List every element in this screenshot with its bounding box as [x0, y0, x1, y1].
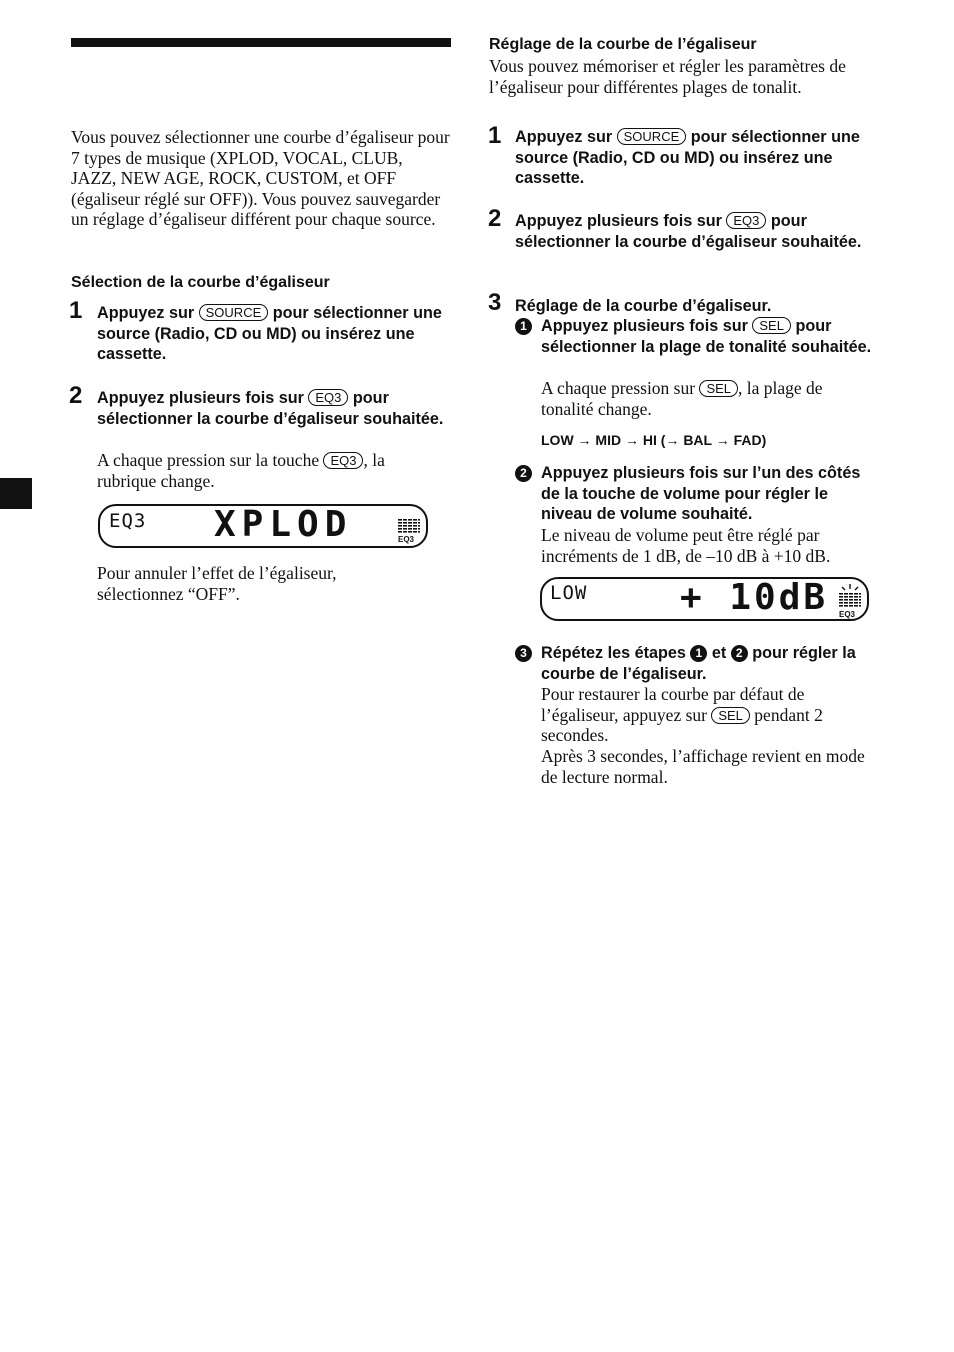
eq3-key: EQ3 [323, 452, 363, 469]
eq-level-icon [838, 584, 862, 610]
left-step1-number: 1 [69, 297, 83, 324]
eq3-key: EQ3 [308, 389, 348, 406]
left-step2-note-post: , la rubrique change. [97, 450, 385, 491]
left-step2-number: 2 [69, 382, 83, 409]
right-step1-pre: Appuyez sur [515, 128, 617, 146]
left-step2-pre: Appuyez plusieurs fois sur [97, 389, 309, 407]
circled-number-1: 1 [515, 318, 532, 335]
right-step3-number: 3 [488, 289, 502, 316]
eq3-key: EQ3 [726, 212, 766, 229]
sub3-mid: et [707, 644, 731, 662]
right-step2-text [515, 211, 865, 252]
sel-key: SEL [752, 317, 791, 334]
sub3-post: pour régler la courbe de l’égaliseur. [541, 644, 856, 683]
right-step2-post: pour sélectionner la courbe d’égaliseur souhaitée. [515, 212, 862, 251]
sub3-pre: Répétez les étapes [541, 644, 691, 662]
left-step1-text [97, 303, 457, 365]
sub3-note1-pre: Pour restaurer la courbe par défaut de l’égaliseur, appuyez sur [541, 684, 805, 725]
right-intro: Vous pouvez mémoriser et régler les paramètres de l’égaliseur pour différentes plages de tonalit. [489, 56, 846, 97]
lcd-eq-tag: EQ3 [398, 535, 415, 544]
left-step1-pre: Appuyez sur [97, 304, 199, 322]
left-section-title: Sélection de la courbe d’égaliseur [71, 274, 330, 291]
right-step1-number: 1 [488, 122, 502, 149]
left-step2-text [97, 388, 447, 429]
sub3-note-2: Après 3 secondes, l’affichage revient en mode de lecture normal. [541, 746, 865, 787]
right-step1-text [515, 127, 875, 189]
sub1-note [541, 378, 861, 419]
left-step2-post: pour sélectionner la courbe d’égaliseur souhaitée. [97, 389, 444, 428]
left-step2-note-pre: A chaque pression sur la touche [97, 450, 324, 470]
side-tab [0, 478, 32, 509]
sub2-note: Le niveau de volume peut être réglé par incréments de 1 dB, de –10 dB à +10 dB. [541, 525, 831, 566]
right-section-title: Réglage de la courbe de l’égaliseur [489, 36, 757, 53]
right-step1-post: pour sélectionner une source (Radio, CD ou MD) ou insérez une cassette. [515, 128, 860, 187]
circled-number-2: 2 [515, 465, 532, 482]
lcd-eq-tag: EQ3 [839, 610, 856, 619]
lcd-big-text: XPLOD [214, 504, 353, 545]
right-step2-pre: Appuyez plusieurs fois sur [515, 212, 727, 230]
sub1-note-post: , la plage de tonalité change. [541, 378, 823, 419]
left-step1-post: pour sélectionner une source (Radio, CD ou MD) ou insérez une cassette. [97, 304, 442, 363]
circled-ref-2: 2 [731, 645, 748, 662]
source-key: SOURCE [617, 128, 687, 145]
left-intro: Vous pouvez sélectionner une courbe d’égaliseur pour 7 types de musique (XPLOD, VOCAL, CLUB, JAZZ, NEW AGE, ROCK, CUSTOM, et OFF (égaliseur réglé sur OFF)). Vous pouvez sauvegarder un réglage d’égaliseur différent pour chaque source. [71, 127, 450, 229]
right-step2-number: 2 [488, 205, 502, 232]
top-rule [71, 38, 451, 47]
circled-ref-1: 1 [690, 645, 707, 662]
tone-range-sequence: LOW → MID → HI (→ BAL → FAD) [541, 432, 767, 448]
lcd-display-xplod [98, 504, 428, 548]
sub3-text [541, 643, 861, 684]
sub1-note-pre: A chaque pression sur [541, 378, 700, 398]
left-step2-note [97, 450, 447, 491]
sub1-pre: Appuyez plusieurs fois sur [541, 317, 753, 335]
sub3-note1-post: pendant 2 secondes. [541, 704, 823, 745]
source-key: SOURCE [199, 304, 269, 321]
sub2-text: Appuyez plusieurs fois sur l’un des côtés de la touche de volume pour régler le niveau de volume souhaité. [541, 464, 861, 523]
sub3-note-1 [541, 684, 871, 746]
sub1-post: pour sélectionner la plage de tonalité souhaitée. [541, 317, 872, 356]
right-step3-title: Réglage de la courbe d’égaliseur. [515, 297, 772, 315]
lcd-display-volume [540, 577, 869, 621]
left-cancel-note: Pour annuler l’effet de l’égaliseur, sélectionnez “OFF”. [97, 563, 337, 604]
lcd-small-text: EQ3 [109, 510, 147, 532]
lcd-small-text: LOW [550, 582, 588, 604]
eq-level-icon [397, 517, 421, 535]
sub1-text [541, 316, 881, 357]
sel-key: SEL [711, 707, 750, 724]
lcd-big-text: + 10dB [680, 577, 829, 618]
sel-key: SEL [699, 380, 738, 397]
circled-number-3: 3 [515, 645, 532, 662]
